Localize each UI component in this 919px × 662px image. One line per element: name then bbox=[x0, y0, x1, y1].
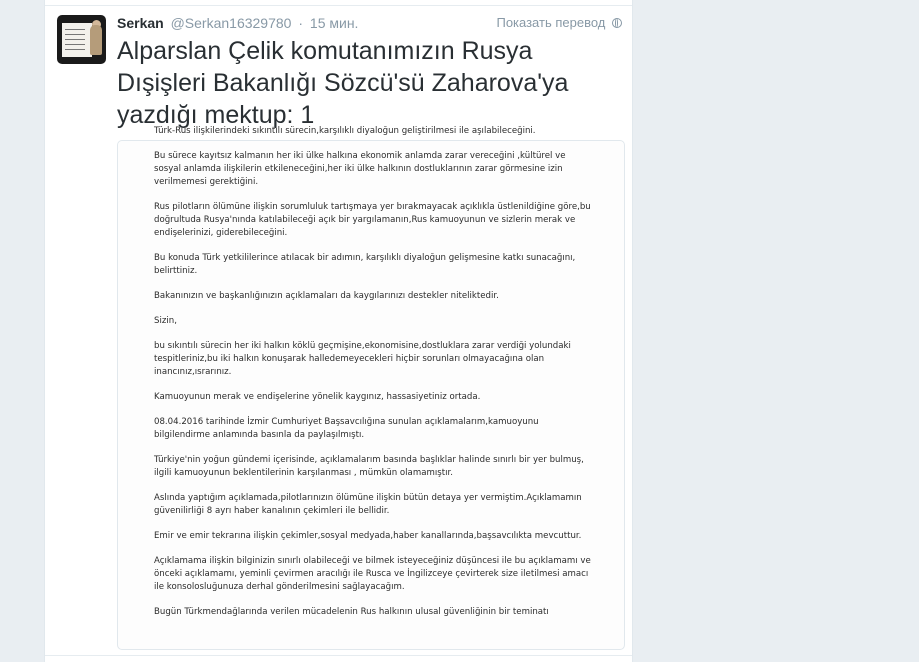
letter-paragraph: Bu sürece kayıtsız kalmanın her iki ülke halkına ekonomik anlamda zarar vereceğini ,kültürel ve sosyal anlamda ilişkilerin etkileneceğini,her iki ülke halkının dostluklarının zarar görmesine izin verilmemesi gerektiğini. bbox=[154, 151, 566, 187]
letter-paragraph: Açıklamama ilişkin bilginizin sınırlı olabileceği ve bilmek isteyeceğiniz düşüncesi ile bu açıklamamı ve önceki açıklamamı, yeminli çevirmen aracılığı ile Rusca ve İngilizceye çevirterek size iletilmesi amacı ile konsolosluğunuza derhal gönderilmesini sağlayacağım. bbox=[154, 556, 591, 592]
letter-paragraph: Sizin, bbox=[154, 316, 177, 326]
letter-paragraph: Kamuoyunun merak ve endişelerine yönelik kaygınız, hassasiyetiniz ortada. bbox=[154, 392, 481, 402]
tweet-text: Alparslan Çelik komutanımızın Rusya Dışişleri Bakanlığı Sözcü'sü Zaharova'ya yazdığı mektup: 1 bbox=[117, 37, 569, 129]
separator-dot: · bbox=[298, 15, 304, 31]
avatar-line bbox=[65, 39, 85, 40]
translate-label: Показать перевод bbox=[496, 15, 606, 30]
divider bbox=[45, 655, 632, 656]
avatar-line bbox=[65, 49, 85, 50]
translate-link[interactable] bbox=[496, 15, 622, 30]
avatar-figure bbox=[90, 25, 102, 55]
avatar-line bbox=[65, 44, 85, 45]
letter-paragraph: Rus pilotların ölümüne ilişkin sorumluluk tartışmaya yer bırakmayacak açıklıkla üstlenildiğine göre,bu doğrultuda Rusya'nında katılabileceği açık bir yargılamanın,Rus kamuoyunun ve sizlerin merak ve endişelerinizi, giderebileceğini. bbox=[154, 202, 591, 238]
divider bbox=[45, 5, 632, 6]
letter-document bbox=[118, 125, 624, 631]
author-name[interactable]: Serkan bbox=[117, 15, 164, 31]
letter-paragraph: Bakanınızın ve başkanlığınızın açıklamaları da kaygılarınızı destekler niteliktedir. bbox=[154, 291, 499, 301]
letter-paragraph: Bu konuda Türk yetkililerince atılacak bir adımın, karşılıklı diyaloğun gelişmesine katkı sunacağını, belirttiniz. bbox=[154, 253, 576, 276]
tweet-media-image[interactable] bbox=[117, 126, 625, 650]
letter-paragraph: 08.04.2016 tarihinde İzmir Cumhuriyet Başsavcılığına sunulan açıklamalarım,kamuoyunu bilgilendirme anlamında basınla da paylaşılmıştı. bbox=[154, 417, 539, 440]
letter-paragraph: Aslında yaptığım açıklamada,pilotlarınızın ölümüne ilişkin bütün detaya yer vermiştim.Açıklamamın güvenilirliği 8 ayrı haber kanalının çekimleri ile bellidir. bbox=[154, 493, 582, 516]
globe-icon bbox=[612, 18, 622, 28]
tweet-header bbox=[117, 15, 622, 35]
letter-paragraph: bu sıkıntılı sürecin her iki halkın köklü geçmişine,ekonomisine,dostluklara zarar verdiği yolundaki tespitleriniz,bu iki halkın konuşarak halledemeyecekleri hiçbir sorunları olmayacağına olan inancınız,ısrarınız. bbox=[154, 341, 571, 377]
avatar[interactable] bbox=[57, 15, 106, 64]
letter-paragraph: Türk-Rus ilişkilerindeki sıkıntılı sürecin,karşılıklı diyaloğun geliştirilmesi ile aşılabileceğini. bbox=[154, 126, 536, 136]
tweet-timestamp[interactable]: 15 мин. bbox=[309, 15, 359, 31]
timeline-column bbox=[44, 0, 633, 662]
letter-paragraph: Türkiye'nin yoğun gündemi içerisinde, açıklamalarım basında başlıklar halinde sınırlı bir yer bulmuş, ilgili kamuoyunun beklentilerinin karşılanması , mümkün olamamıştır. bbox=[154, 455, 584, 478]
avatar-line bbox=[65, 34, 85, 35]
author-handle[interactable]: @Serkan16329780 bbox=[170, 15, 292, 31]
letter-paragraph: Bugün Türkmendağlarında verilen mücadelenin Rus halkının ulusal güvenliğinin bir teminatı bbox=[154, 607, 549, 617]
letter-paragraph: Emir ve emir tekrarına ilişkin çekimler,sosyal medyada,haber kanallarında,başsavcılıkta mevcuttur. bbox=[154, 531, 582, 541]
avatar-line bbox=[65, 29, 85, 30]
